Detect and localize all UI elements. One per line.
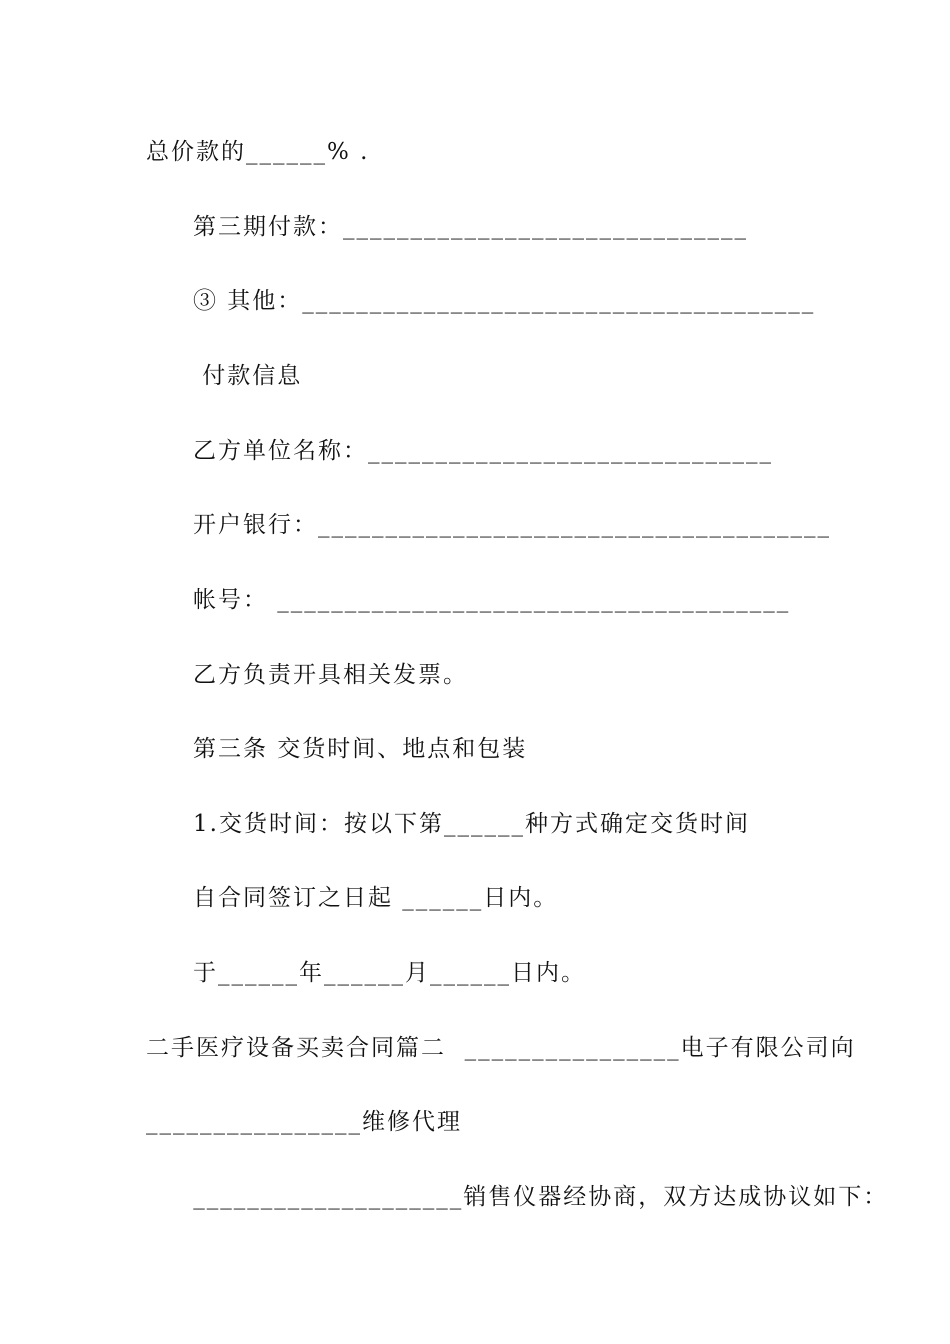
text-line: ____________________销售仪器经协商，双方达成协议如下： [184,1184,889,1210]
text-line: 第三期付款：______________________________ [193,214,748,240]
text-line: 1.交货时间：按以下第______种方式确定交货时间 [193,811,750,837]
text-line: 乙方单位名称：______________________________ [193,438,773,464]
text-line: ________________维修代理 [146,1109,462,1135]
text-line: 乙方负责开具相关发票。 [193,662,468,688]
text-line: 帐号： ______________________________________ [193,587,791,613]
text-line: 于______年______月______日内。 [193,960,586,986]
text-line: 开户银行：______________________________________ [193,512,831,538]
text-line: ③ 其他：______________________________________ [193,288,816,314]
text-line: 自合同签订之日起 ______日内。 [193,885,559,911]
text-line: 总价款的______% . [146,139,370,165]
contract-title-line: 二手医疗设备买卖合同篇二 ________________电子有限公司向 [146,1035,856,1061]
section-heading: 第三条 交货时间、地点和包装 [193,736,528,762]
section-heading: 付款信息 [193,363,303,389]
